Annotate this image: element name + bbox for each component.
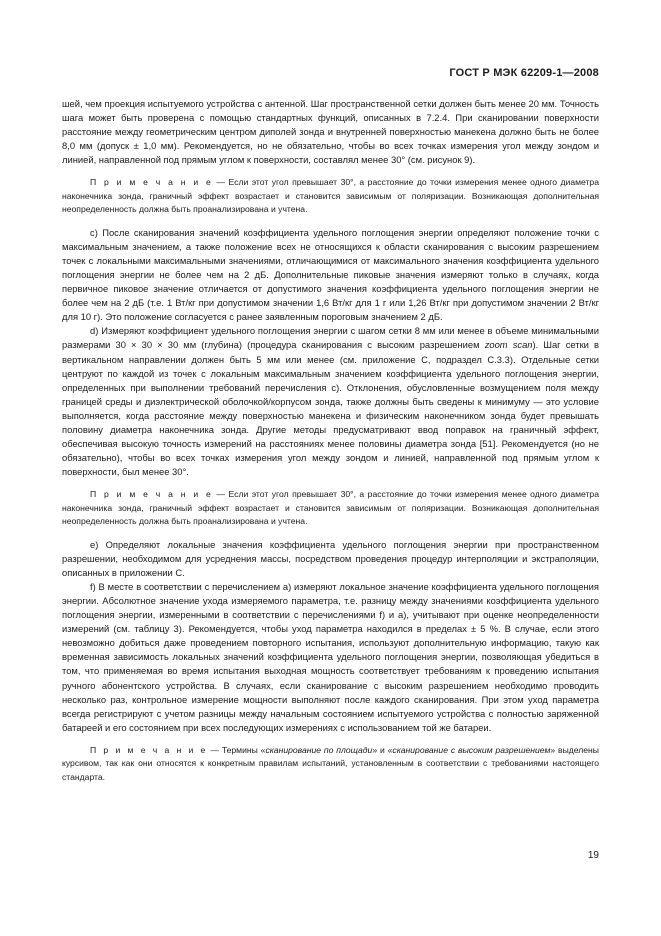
document-header: ГОСТ Р МЭК 62209-1—2008 [449,67,599,79]
paragraph-c: c) После сканирования значений коэффициента удельного поглощения энергии определяют положение точки с максимальным значением, а также положение всех не относящихся к области сканирования с высоким разрешением точек с локальными максимальными значениями, отличающимися от максимального значения коэффициента удельного поглощения энергии не более чем на 2 дБ. Дополнительные пиковые значения измеряют только в случаях, когда первичное пиковое значение отличается от допустимого значения коэффициента удельного поглощения энергии не более чем на 2 дБ (т.е. 1 Вт/кг при допустимом значении 1,6 Вт/кг для 1 г или 1,26 Вт/кг при допустимом значении 2 Вт/кг для 10 г). Это положение согласуется с ранее заявленным пороговым значением 2 дБ. [62,226,599,323]
paragraph-continuation: шей, чем проекция испытуемого устройства с антенной. Шаг пространственной сетки должен быть менее 20 мм. Точность шага может быть проверена с помощью стандартных функций, описанных в 7.2.4. При сканировании поверхности расстояние между геометрическим центром диполей зонда и внутренней поверхностью манекена должно быть не более 8,0 мм (допуск ± 1,0 мм). Рекомендуется, но не обязательно, чтобы во всех точках измерения угол между зондом и линией, направленной под прямым углом к поверхности, составлял менее 30° (см. рисунок 9). [62,98,599,166]
note-3 [62,744,599,784]
note-3-text-3: » выделены курсивом, так как они относятся к конкретным правилам испытаний, установленным в соответствии с требованиями настоящего стандарта. [62,744,599,782]
note-2-label: П р и м е ч а н и е [90,489,213,500]
note-3-label: П р и м е ч а н и е [90,744,208,755]
paragraph-d [62,324,599,479]
note-1-text: — Если этот угол превышает 30°, а расстояние до точки измерения менее одного диаметра наконечника зонда, граничный эффект возрастает и становится зависимым от поляризации. Возникающая дополнительная неопределенность должна быть проанализирована и учтена. [62,177,599,215]
note-1 [62,176,599,216]
note-2 [62,488,599,528]
note-3-text-1: — Термины « [207,744,266,755]
paragraph-d-text-1: d) Измеряют коэффициент удельного поглощения энергии с шагом сетки 8 мм или менее в объеме минимальными размерами 30 × 30 × 30 мм (глубина) (процедура сканирования с высоким разрешением [62,325,599,351]
note-3-italic-1: сканирование по площади [265,744,373,755]
page-number: 19 [587,850,599,861]
paragraph-d-italic: zoom scan [484,339,533,351]
paragraph-d-text-2: ). Шаг сетки в вертикальном направлении должен быть 5 мм или менее (см. приложение С, подраздел С.3.3). Отдельные сетки центруют по каждой из точек с локальным максимальным значением коэффициента удельного поглощения энергии, определенных при выполнении требований перечисления с). Отклонения, обусловленные возмущением поля между границей среды и диэлектрической оболочкой/корпусом зонда, также должны быть сведены к минимуму — это условие выполняется, когда расстояние между поверхностью манекена и физическим наконечником зонда будет превышать половину диаметра наконечника зонда. Другие методы предусматривают ввод поправок на граничный эффект, обеспечивая высокую точность измерений на расстояниях менее половины диаметра зонда [51]. Рекомендуется (но не обязательно), чтобы во всех точках измерения угол между зондом и линией, направленной под прямым углом к поверхности, был менее 30°. [62,339,600,478]
document-body [62,97,599,784]
note-3-text-2: » и « [372,744,393,755]
paragraph-e: e) Определяют локальные значения коэффициента удельного поглощения энергии при пространственном разрешении, необходимом для усреднения массы, посредством проведения процедур интерполяции и экстраполяции, описанных в приложении С. [62,538,599,578]
paragraph-f: f) В месте в соответствии с перечислением а) измеряют локальное значение коэффициента удельного поглощения энергии. Абсолютное значение ухода измеряемого параметра, т.е. разницу между значениями коэффициента удельного поглощения энергии, измеренными в соответствии с перечислениями f) и а), учитывают при оценке неопределенности измерений (см. таблицу 3). Рекомендуется, чтобы уход параметра находился в пределах ± 5 %. В случае, если этого невозможно добиться даже проведением повторного испытания, используют дополнительную информацию, такую как временная зависимость локальных значений коэффициента удельного поглощения энергии, позволяющая убедиться в том, что применяемая во время испытания выходная мощность соответствует требованиям к проведению испытания ручного абонентского устройства. В случаях, если сканирование с высоким разрешением необходимо проводить несколько раз, контрольное измерение мощности выполняют после каждого сканирования. При этом уход параметра всегда регистрируют с учетом разницы между начальным состоянием испытуемого устройства с полностью заряженной батареей и его состоянием при всех последующих измерениях с использованием той же батареи. [62,580,599,733]
note-1-label: П р и м е ч а н и е [90,177,213,188]
note-2-text: — Если этот угол превышает 30°, а расстояние до точки измерения менее одного диаметра наконечника зонда, граничный эффект возрастает и становится зависимым от поляризации. Возникающая дополнительная неопределенность должна быть проанализирована и учтена. [62,489,599,527]
note-3-italic-2: сканирование с высоким разрешением [392,744,551,755]
